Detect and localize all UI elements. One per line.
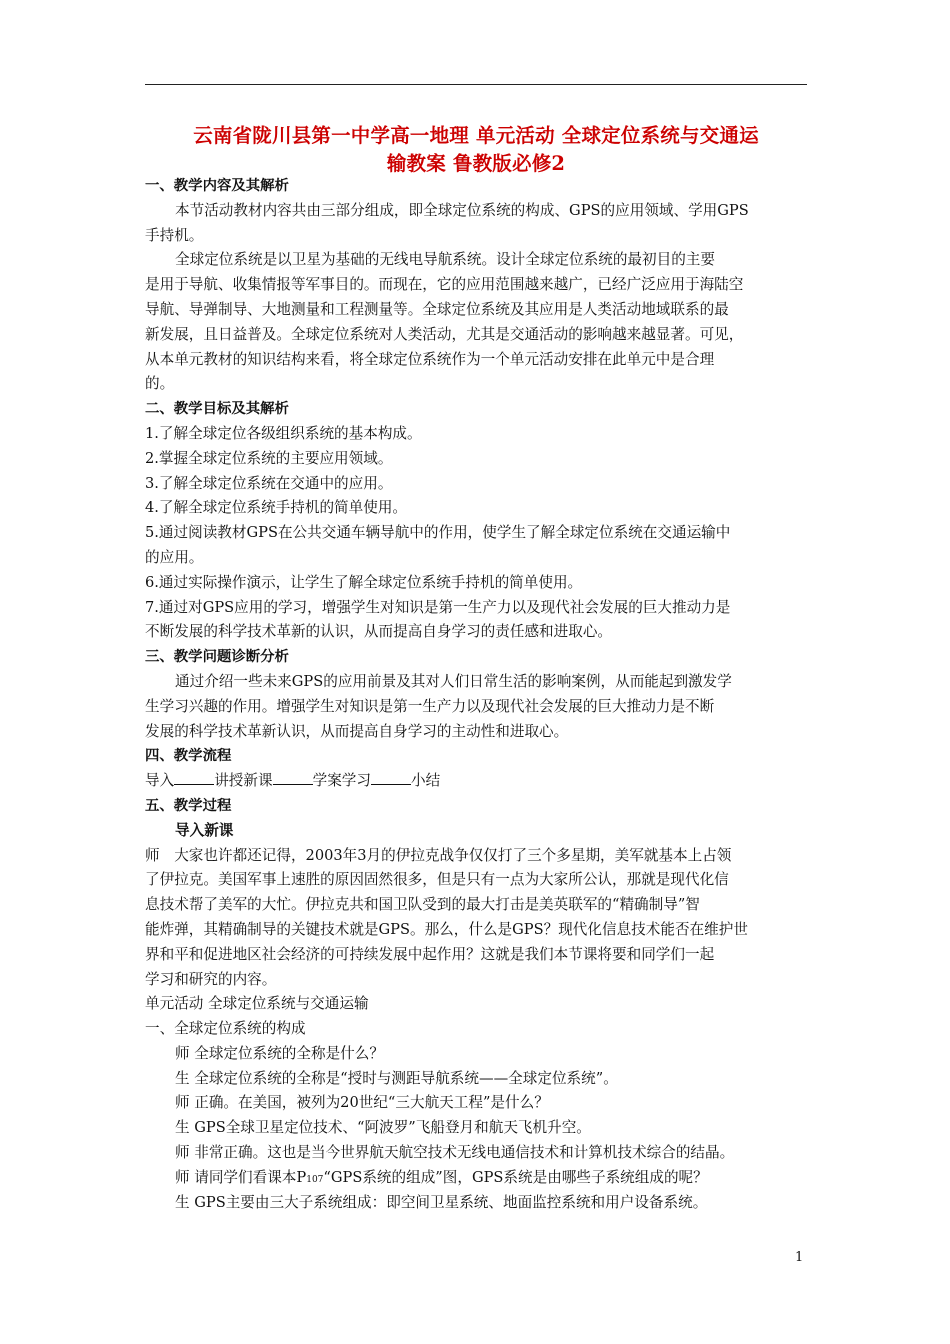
teaching-flow	[145, 769, 813, 794]
document-body	[145, 174, 813, 1215]
list-item: 的应用。	[145, 548, 204, 566]
dialog-line: 师 全球定位系统的全称是什么？	[175, 1044, 384, 1062]
list-item: 5.通过阅读教材GPS在公共交通车辆导航中的作用，使学生了解全球定位系统在交通运输中	[145, 524, 731, 542]
paragraph-line: 从本单元教材的知识结构来看，将全球定位系统作为一个单元活动安排在此单元中是合理	[145, 350, 715, 368]
part-title: 一、全球定位系统的构成	[145, 1020, 306, 1038]
section-heading: 五、教学过程	[145, 797, 232, 814]
paragraph-line: 的。	[145, 375, 175, 393]
section-heading: 三、教学问题诊断分析	[145, 649, 289, 666]
flow-blank	[273, 769, 313, 785]
page-ref-subscript: 107	[306, 1174, 324, 1185]
dialog-line: 生 GPS主要由三大子系统组成：即空间卫星系统、地面监控系统和用户设备系统。	[175, 1193, 708, 1211]
paragraph-line: 是用于导航、收集情报等军事目的。而现在，它的应用范围越来越广，已经广泛应用于海陆空	[145, 276, 744, 294]
list-item: 7.通过对GPS应用的学习，增强学生对知识是第一生产力以及现代社会发展的巨大推动力是	[145, 598, 731, 616]
paragraph-line: 全球定位系统是以卫星为基础的无线电导航系统。设计全球定位系统的最初目的主要	[175, 251, 715, 269]
unit-title: 单元活动 全球定位系统与交通运输	[145, 995, 369, 1013]
paragraph-line: 界和平和促进地区社会经济的可持续发展中起作用？这就是我们本节课将要和同学们一起	[145, 945, 715, 963]
flow-blank	[174, 769, 214, 785]
list-item: 1.了解全球定位各级组织系统的基本构成。	[145, 424, 422, 442]
dialog-line: 师 正确。在美国，被列为20世纪“三大航天工程”是什么？	[175, 1094, 549, 1112]
header-rule	[145, 84, 807, 85]
flow-step: 学案学习	[312, 772, 371, 790]
dialog-line: 师 非常正确。这也是当今世界航天航空技术无线电通信技术和计算机技术综合的结晶。	[175, 1144, 735, 1162]
page-number: 1	[795, 1250, 804, 1265]
list-item: 4.了解全球定位系统手持机的简单使用。	[145, 499, 408, 517]
paragraph-line: 了伊拉克。美国军事上速胜的原因固然很多，但是只有一点为大家所公认，那就是现代化信	[145, 871, 729, 889]
dialog-line: 生 GPS全球卫星定位技术、“阿波罗”飞船登月和航天飞机升空。	[175, 1119, 591, 1137]
paragraph-line: 新发展，且日益普及。全球定位系统对人类活动，尤其是交通活动的影响越来越显著。可见，	[145, 325, 744, 343]
title-line-2: 输教案 鲁教版必修2	[386, 152, 566, 175]
section-heading: 一、教学内容及其解析	[145, 178, 289, 194]
dialog-line: 生 全球定位系统的全称是“授时与测距导航系统——全球定位系统”。	[175, 1069, 618, 1087]
paragraph-line: 导航、导弹制导、大地测量和工程测量等。全球定位系统及其应用是人类活动地域联系的最	[145, 300, 729, 318]
dialog-text: 师 请同学们看课本P	[175, 1168, 307, 1186]
paragraph-line: 手持机。	[145, 226, 204, 244]
list-item: 2.掌握全球定位系统的主要应用领域。	[145, 449, 393, 467]
subheading: 导入新课	[175, 821, 234, 839]
flow-step: 导入	[145, 772, 175, 790]
paragraph-line: 发展的科学技术革新认识，从而提高自身学习的主动性和进取心。	[145, 722, 569, 740]
paragraph-line: 能炸弹，其精确制导的关键技术就是GPS。那么，什么是GPS？现代化信息技术能否在维护世	[145, 920, 748, 938]
paragraph-line: 学习和研究的内容。	[145, 970, 277, 988]
paragraph-line: 息技术帮了美军的大忙。伊拉克共和国卫队受到的最大打击是美英联军的“精确制导”智	[145, 896, 700, 914]
list-item: 6.通过实际操作演示，让学生了解全球定位系统手持机的简单使用。	[145, 573, 583, 591]
title-line-1: 云南省陇川县第一中学高一地理 单元活动 全球定位系统与交通运	[193, 124, 759, 147]
list-item: 3.了解全球定位系统在交通中的应用。	[145, 474, 393, 492]
dialog-line	[145, 1166, 813, 1191]
flow-step: 小结	[410, 772, 441, 790]
paragraph-line: 本节活动教材内容共由三部分组成，即全球定位系统的构成、GPS的应用领域、学用GPS	[175, 201, 749, 219]
paragraph-line: 通过介绍一些未来GPS的应用前景及其对人们日常生活的影响案例，从而能起到激发学	[175, 672, 732, 690]
section-heading: 四、教学流程	[145, 748, 232, 765]
dialog-text: “GPS系统的组成”图，GPS系统是由哪些子系统组成的呢？	[323, 1168, 708, 1186]
paragraph-line: 生学习兴趣的作用。增强学生对知识是第一生产力以及现代社会发展的巨大推动力是不断	[145, 697, 715, 715]
paragraph-line: 师 大家也许都还记得，2003年3月的伊拉克战争仅仅打了三个多星期，美军就基本上占领	[145, 846, 732, 864]
list-item: 不断发展的科学技术革新的认识，从而提高自身学习的责任感和进取心。	[145, 623, 613, 641]
section-heading: 二、教学目标及其解析	[145, 401, 289, 418]
flow-step: 讲授新课	[214, 772, 273, 790]
flow-blank	[371, 769, 411, 785]
document-title	[145, 122, 807, 178]
